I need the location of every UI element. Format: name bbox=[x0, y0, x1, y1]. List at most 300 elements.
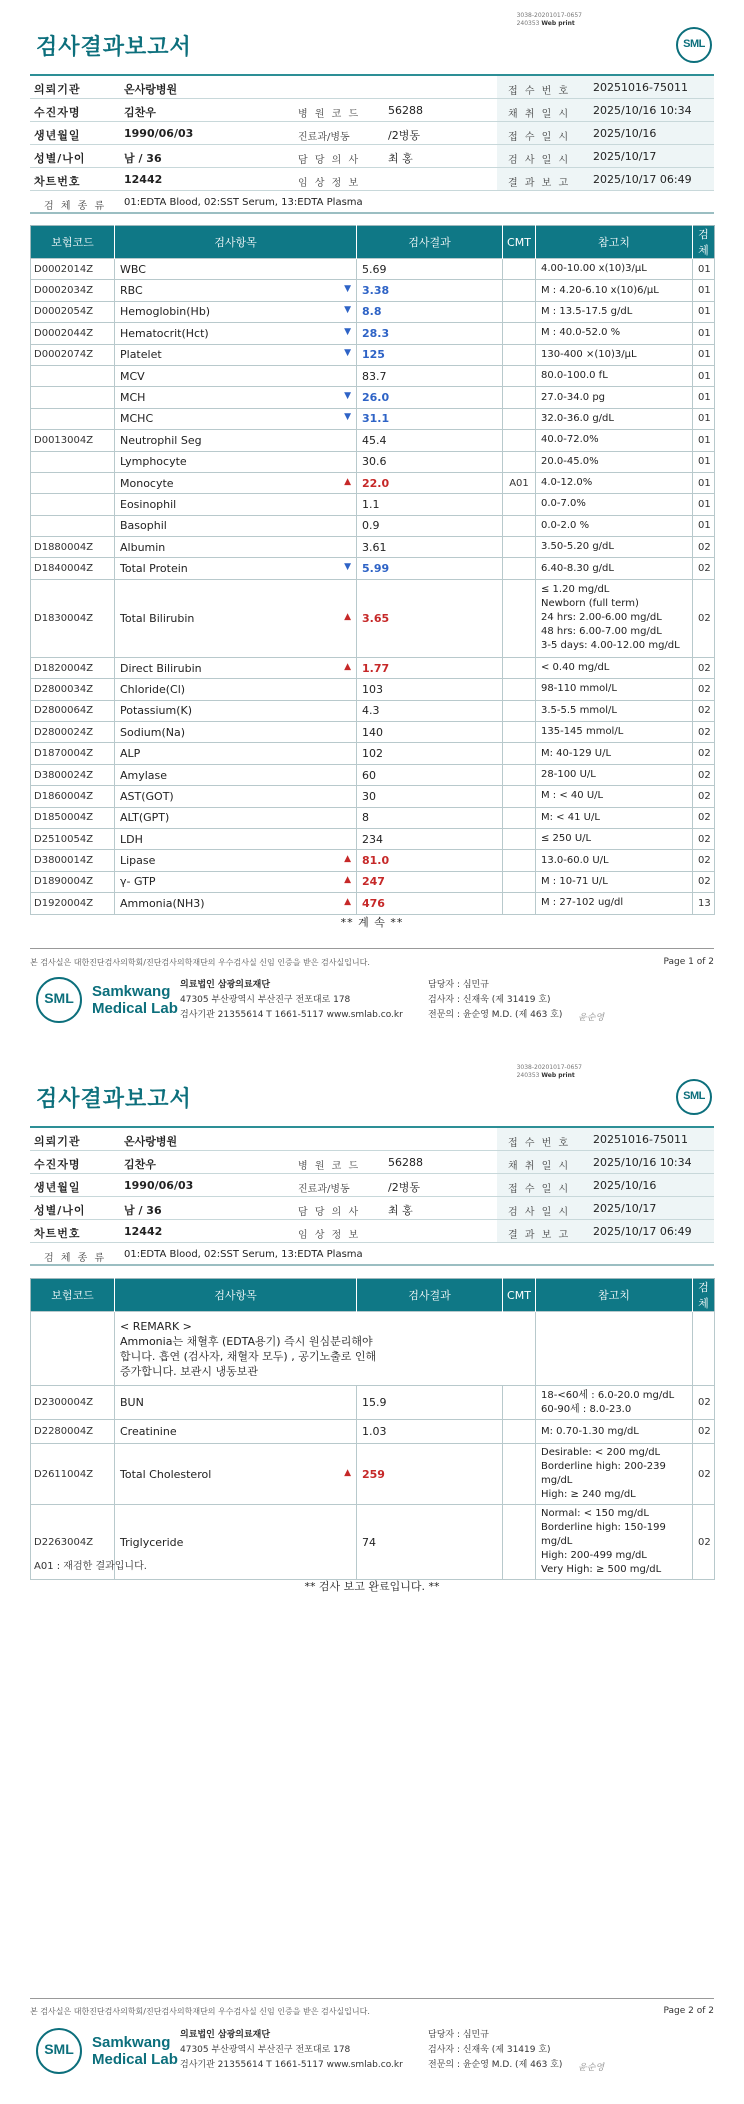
cell-cmt bbox=[503, 344, 536, 365]
sml-logo-icon: SML bbox=[36, 977, 82, 1023]
result-value: 102 bbox=[362, 747, 383, 761]
table-row bbox=[31, 893, 715, 914]
cell-reference: 135-145 mmol/L bbox=[536, 722, 693, 743]
cell-code: D2510054Z bbox=[31, 828, 115, 849]
high-flag-icon: ▲ bbox=[344, 1467, 351, 1478]
cell-specimen: 01 bbox=[693, 365, 715, 386]
cell-result bbox=[357, 722, 503, 743]
cell-specimen: 02 bbox=[693, 1444, 715, 1505]
cell-item: Platelet ▼ bbox=[115, 344, 357, 365]
cell-result bbox=[357, 430, 503, 451]
result-value: 81.0 bbox=[362, 854, 390, 868]
cell-code: D2800024Z bbox=[31, 722, 115, 743]
high-flag-icon: ▲ bbox=[344, 476, 351, 487]
cell-reference: M : 27-102 ug/dl bbox=[536, 893, 693, 914]
cell-item: MCV bbox=[115, 365, 357, 386]
hospital-code-value: 56288 bbox=[388, 104, 423, 117]
table-row bbox=[31, 679, 715, 700]
table-row bbox=[31, 579, 715, 657]
cell-item: Albumin bbox=[115, 537, 357, 558]
cell-result bbox=[357, 1444, 503, 1505]
cell-code: D1880004Z bbox=[31, 537, 115, 558]
cell-result bbox=[357, 1386, 503, 1420]
table-row bbox=[31, 700, 715, 721]
cell-specimen: 02 bbox=[693, 1505, 715, 1580]
cell-reference: 18-<60세 : 6.0-20.0 mg/dL 60-90세 : 8.0-23.0 bbox=[536, 1386, 693, 1420]
cell-code bbox=[31, 408, 115, 429]
cell-reference: 3.50-5.20 g/dL bbox=[536, 537, 693, 558]
cell-specimen: 02 bbox=[693, 850, 715, 871]
low-flag-icon: ▼ bbox=[344, 284, 351, 295]
cell-specimen: 01 bbox=[693, 408, 715, 429]
table-row bbox=[31, 301, 715, 322]
signature: 윤순영 bbox=[578, 1013, 605, 1023]
result-value: 103 bbox=[362, 682, 383, 696]
cell-cmt bbox=[503, 537, 536, 558]
cell-result bbox=[357, 850, 503, 871]
cell-code: D0002044Z bbox=[31, 323, 115, 344]
table-row bbox=[31, 1386, 715, 1420]
result-value: 125 bbox=[362, 348, 385, 362]
cell-specimen: 02 bbox=[693, 1420, 715, 1444]
cell-result bbox=[357, 1505, 503, 1580]
receipt-date-value: 2025/10/16 bbox=[593, 127, 657, 140]
continue-text: ** 계 속 ** bbox=[340, 916, 404, 929]
cell-item: MCHC ▼ bbox=[115, 408, 357, 429]
specimen-value: 01:EDTA Blood, 02:SST Serum, 13:EDTA Plasma bbox=[124, 197, 363, 208]
cell-result bbox=[357, 472, 503, 493]
cell-item: Sodium(Na) bbox=[115, 722, 357, 743]
cell-code: D3800014Z bbox=[31, 850, 115, 871]
cell-reference: M : 13.5-17.5 g/dL bbox=[536, 301, 693, 322]
cell-specimen: 02 bbox=[693, 700, 715, 721]
result-value: 1.03 bbox=[362, 1425, 387, 1438]
result-value: 3.65 bbox=[362, 611, 390, 625]
cell-reference: M: 0.70-1.30 mg/dL bbox=[536, 1420, 693, 1444]
table-row bbox=[31, 259, 715, 280]
cell-reference: M : 4.20-6.10 x(10)6/μL bbox=[536, 280, 693, 301]
table-row bbox=[31, 558, 715, 579]
cell-specimen: 02 bbox=[693, 764, 715, 785]
certification-note: 본 검사실은 대한진단검사의학회/진단검사의학재단의 우수검사실 신임 인증을 받은 검사실입니다. bbox=[30, 2007, 370, 2016]
table-row bbox=[31, 430, 715, 451]
result-value: 247 bbox=[362, 875, 385, 889]
cell-result bbox=[357, 280, 503, 301]
cell-reference: 3.5-5.5 mmol/L bbox=[536, 700, 693, 721]
cell-code: D1850004Z bbox=[31, 807, 115, 828]
cell-cmt: A01 bbox=[503, 472, 536, 493]
cell-reference: 6.40-8.30 g/dL bbox=[536, 558, 693, 579]
cell-cmt bbox=[503, 1505, 536, 1580]
cell-specimen: 01 bbox=[693, 323, 715, 344]
cell-specimen: 02 bbox=[693, 579, 715, 657]
high-flag-icon: ▲ bbox=[344, 875, 351, 886]
result-value: 259 bbox=[362, 1467, 385, 1481]
cell-cmt bbox=[503, 301, 536, 322]
col-header-item: 검사항목 bbox=[115, 226, 357, 259]
cell-code bbox=[31, 472, 115, 493]
result-value: 45.4 bbox=[362, 433, 387, 447]
table-row bbox=[31, 1420, 715, 1444]
report-page-2 bbox=[0, 1052, 744, 2104]
cell-reference: Normal: < 150 mg/dL Borderline high: 150-199 mg/dL High: 200-499 mg/dL Very High: ≥ 500 mg/dL bbox=[536, 1505, 693, 1580]
cell-code: D1890004Z bbox=[31, 871, 115, 892]
cell-cmt bbox=[503, 764, 536, 785]
cell-cmt bbox=[503, 850, 536, 871]
cell-item: MCH ▼ bbox=[115, 387, 357, 408]
cell-specimen: 02 bbox=[693, 1386, 715, 1420]
cell-result bbox=[357, 828, 503, 849]
report-complete-text: ** 검사 보고 완료입니다. ** bbox=[304, 1580, 440, 1593]
table-row bbox=[31, 365, 715, 386]
test-date-value: 2025/10/17 bbox=[593, 150, 657, 163]
cell-cmt bbox=[503, 893, 536, 914]
cell-specimen: 01 bbox=[693, 451, 715, 472]
cell-result bbox=[357, 871, 503, 892]
cell-result bbox=[357, 301, 503, 322]
result-value: 83.7 bbox=[362, 369, 387, 383]
result-value: 74 bbox=[362, 1535, 376, 1549]
table-row bbox=[31, 472, 715, 493]
cell-item: Potassium(K) bbox=[115, 700, 357, 721]
col-header-ref: 참고치 bbox=[536, 226, 693, 259]
cell-item: WBC bbox=[115, 259, 357, 280]
high-flag-icon: ▲ bbox=[344, 854, 351, 865]
cell-specimen: 01 bbox=[693, 472, 715, 493]
cell-specimen: 01 bbox=[693, 301, 715, 322]
cell-code: D0002034Z bbox=[31, 280, 115, 301]
table-row bbox=[31, 850, 715, 871]
cell-specimen: 13 bbox=[693, 893, 715, 914]
lab-address: 의료법인 삼광의료재단 47305 부산광역시 부산진구 전포대로 178 검사기관 21355614 T 1661-5117 www.smlab.co.kr bbox=[180, 980, 403, 1020]
result-value: 3.38 bbox=[362, 284, 390, 298]
cell-code: D2800064Z bbox=[31, 700, 115, 721]
result-value: 8 bbox=[362, 811, 369, 825]
cell-code: D1840004Z bbox=[31, 558, 115, 579]
low-flag-icon: ▼ bbox=[344, 412, 351, 423]
cell-cmt bbox=[503, 280, 536, 301]
cell-reference: 98-110 mmol/L bbox=[536, 679, 693, 700]
cell-code: D2300004Z bbox=[31, 1386, 115, 1420]
result-value: 22.0 bbox=[362, 476, 390, 490]
cell-reference: 4.00-10.00 x(10)3/μL bbox=[536, 259, 693, 280]
cell-cmt bbox=[503, 579, 536, 657]
cell-result bbox=[357, 451, 503, 472]
cell-code bbox=[31, 365, 115, 386]
cell-code: D0002074Z bbox=[31, 344, 115, 365]
cell-cmt bbox=[503, 515, 536, 536]
sml-logo-icon: SML bbox=[676, 1079, 712, 1115]
cell-specimen: 02 bbox=[693, 828, 715, 849]
cell-cmt bbox=[503, 828, 536, 849]
cell-cmt bbox=[503, 451, 536, 472]
table-row bbox=[31, 323, 715, 344]
cell-result bbox=[357, 365, 503, 386]
report-date-value: 2025/10/17 06:49 bbox=[593, 173, 692, 186]
cell-item: BUN bbox=[115, 1386, 357, 1420]
cell-code: D2611004Z bbox=[31, 1444, 115, 1505]
cell-reference: M : < 40 U/L bbox=[536, 786, 693, 807]
low-flag-icon: ▼ bbox=[344, 348, 351, 359]
cell-specimen: 01 bbox=[693, 515, 715, 536]
cell-item: Total Protein ▼ bbox=[115, 558, 357, 579]
cell-result bbox=[357, 679, 503, 700]
cell-cmt bbox=[503, 700, 536, 721]
cell-cmt bbox=[503, 1420, 536, 1444]
result-value: 140 bbox=[362, 725, 383, 739]
cell-cmt bbox=[503, 722, 536, 743]
cell-code: D3800024Z bbox=[31, 764, 115, 785]
result-value: 234 bbox=[362, 832, 383, 846]
remark-text: < REMARK > Ammonia는 채혈후 (EDTA용기) 즉시 원심분리해야 합니다. 흡연 (검사자, 채혈자 모두) , 공기노출로 인해 증가합니다. 보관시 냉동보관 bbox=[115, 1312, 536, 1386]
result-value: 26.0 bbox=[362, 391, 390, 405]
cell-item: AST(GOT) bbox=[115, 786, 357, 807]
cell-code: D1820004Z bbox=[31, 657, 115, 678]
cell-reference: 0.0-2.0 % bbox=[536, 515, 693, 536]
result-value: 5.99 bbox=[362, 562, 390, 576]
cell-code: D2263004Z bbox=[31, 1505, 115, 1580]
cell-result bbox=[357, 743, 503, 764]
lab-name: Samkwang Medical Lab bbox=[92, 2034, 178, 2068]
low-flag-icon: ▼ bbox=[344, 305, 351, 316]
result-value: 0.9 bbox=[362, 519, 380, 533]
cell-result bbox=[357, 323, 503, 344]
col-header-result: 검사결과 bbox=[357, 226, 503, 259]
lab-staff: 담당자 : 심민규 검사자 : 신재욱 (제 31419 호) 전문의 : 윤순영 M.D. (제 463 호) bbox=[428, 2030, 563, 2070]
patient-info-block: 의뢰기관 온사랑병원 접 수 번 호 20251016-75011 수진자명 김찬우 병 원 코 드 56288 채 취 일 시 2025/10/16 10:34 생년월일 1990/06/03 진료과/병동 /2병동 접 수 일 시 2025/10/16 성별/나이 남 / 36 담 당 의 사 최 홍 검 사 일 시 2025/10/17 차트번호 12442 임 상 정 보 결 과 보 고 2025/10/17 06:49 검 체 종 류 01:EDTA Blood, 02:SST Serum, 13:EDTA Plasma bbox=[30, 1126, 714, 1266]
cell-cmt bbox=[503, 494, 536, 515]
result-value: 60 bbox=[362, 768, 376, 782]
cell-reference: 40.0-72.0% bbox=[536, 430, 693, 451]
low-flag-icon: ▼ bbox=[344, 562, 351, 573]
cell-item: RBC ▼ bbox=[115, 280, 357, 301]
cell-item: Total Cholesterol ▲ bbox=[115, 1444, 357, 1505]
cell-specimen: 01 bbox=[693, 259, 715, 280]
table-row bbox=[31, 807, 715, 828]
cell-reference: Desirable: < 200 mg/dL Borderline high: 200-239 mg/dL High: ≥ 240 mg/dL bbox=[536, 1444, 693, 1505]
cell-specimen: 01 bbox=[693, 430, 715, 451]
lab-address: 의료법인 삼광의료재단 47305 부산광역시 부산진구 전포대로 178 검사기관 21355614 T 1661-5117 www.smlab.co.kr bbox=[180, 2030, 403, 2070]
cell-cmt bbox=[503, 786, 536, 807]
result-value: 30.6 bbox=[362, 455, 387, 469]
cell-reference: M: < 41 U/L bbox=[536, 807, 693, 828]
table-row bbox=[31, 722, 715, 743]
cell-reference: ≤ 1.20 mg/dL Newborn (full term) 24 hrs: 2.00-6.00 mg/dL 48 hrs: 6.00-7.00 mg/dL 3-5 days: 4.00-12.00 mg/dL bbox=[536, 579, 693, 657]
cell-cmt bbox=[503, 323, 536, 344]
page-number: Page 1 of 2 bbox=[663, 957, 714, 967]
cell-code bbox=[31, 451, 115, 472]
cell-reference: 4.0-12.0% bbox=[536, 472, 693, 493]
high-flag-icon: ▲ bbox=[344, 661, 351, 672]
cell-code: D1860004Z bbox=[31, 786, 115, 807]
result-value: 476 bbox=[362, 896, 385, 910]
cell-specimen: 02 bbox=[693, 657, 715, 678]
cell-reference: 80.0-100.0 fL bbox=[536, 365, 693, 386]
result-value: 31.1 bbox=[362, 412, 390, 426]
dept-value: /2병동 bbox=[388, 129, 420, 142]
print-stamp: 3038-20201017-0657 240353 Web print bbox=[516, 1064, 582, 1079]
result-value: 15.9 bbox=[362, 1396, 387, 1409]
cell-result bbox=[357, 259, 503, 280]
table-row bbox=[31, 344, 715, 365]
cell-code: D0002054Z bbox=[31, 301, 115, 322]
cell-item: Hemoglobin(Hb) ▼ bbox=[115, 301, 357, 322]
cell-code: D2280004Z bbox=[31, 1420, 115, 1444]
page-title: 검사결과보고서 bbox=[36, 35, 192, 60]
cell-item: Total Bilirubin ▲ bbox=[115, 579, 357, 657]
result-value: 5.69 bbox=[362, 262, 387, 276]
cell-item: ALT(GPT) bbox=[115, 807, 357, 828]
cell-item: ALP bbox=[115, 743, 357, 764]
cell-specimen: 02 bbox=[693, 743, 715, 764]
cell-item: Monocyte ▲ bbox=[115, 472, 357, 493]
cell-result bbox=[357, 579, 503, 657]
cell-specimen: 02 bbox=[693, 722, 715, 743]
table-row bbox=[31, 408, 715, 429]
table-row bbox=[31, 537, 715, 558]
cell-result bbox=[357, 786, 503, 807]
cell-code bbox=[31, 494, 115, 515]
lab-name: Samkwang Medical Lab bbox=[92, 983, 178, 1017]
cell-specimen: 02 bbox=[693, 786, 715, 807]
cell-specimen: 01 bbox=[693, 344, 715, 365]
cell-item: Direct Bilirubin ▲ bbox=[115, 657, 357, 678]
low-flag-icon: ▼ bbox=[344, 391, 351, 402]
cell-specimen: 01 bbox=[693, 387, 715, 408]
table-row bbox=[31, 451, 715, 472]
cell-result bbox=[357, 494, 503, 515]
cell-item: LDH bbox=[115, 828, 357, 849]
cell-cmt bbox=[503, 657, 536, 678]
cell-result bbox=[357, 408, 503, 429]
lab-staff: 담당자 : 심민규 검사자 : 신재욱 (제 31419 호) 전문의 : 윤순영 M.D. (제 463 호) bbox=[428, 980, 563, 1020]
signature: 윤순영 bbox=[578, 2063, 605, 2073]
institution-value: 온사랑병원 bbox=[124, 83, 178, 96]
col-header-code: 보험코드 bbox=[31, 226, 115, 259]
cell-result bbox=[357, 387, 503, 408]
table-row bbox=[31, 280, 715, 301]
cell-cmt bbox=[503, 871, 536, 892]
cell-item: Eosinophil bbox=[115, 494, 357, 515]
doctor-value: 최 홍 bbox=[388, 152, 413, 165]
cell-specimen: 02 bbox=[693, 807, 715, 828]
page-number: Page 2 of 2 bbox=[663, 2006, 714, 2016]
sex-age-value: 남 / 36 bbox=[124, 152, 162, 165]
cell-item: Chloride(Cl) bbox=[115, 679, 357, 700]
result-value: 8.8 bbox=[362, 305, 382, 319]
table-row bbox=[31, 494, 715, 515]
cell-reference: M : 40.0-52.0 % bbox=[536, 323, 693, 344]
cell-cmt bbox=[503, 679, 536, 700]
cell-code: D0002014Z bbox=[31, 259, 115, 280]
table-row bbox=[31, 515, 715, 536]
cell-result bbox=[357, 537, 503, 558]
low-flag-icon: ▼ bbox=[344, 326, 351, 337]
table-row bbox=[31, 786, 715, 807]
certification-note: 본 검사실은 대한진단검사의학회/진단검사의학재단의 우수검사실 신임 인증을 받은 검사실입니다. bbox=[30, 958, 370, 967]
remark-row bbox=[31, 1312, 715, 1386]
result-value: 1.77 bbox=[362, 661, 390, 675]
cell-reference: 20.0-45.0% bbox=[536, 451, 693, 472]
dob-value: 1990/06/03 bbox=[124, 127, 194, 140]
result-value: 28.3 bbox=[362, 326, 390, 340]
cell-specimen: 02 bbox=[693, 558, 715, 579]
cell-code: D1870004Z bbox=[31, 743, 115, 764]
cell-result bbox=[357, 893, 503, 914]
cell-reference: ≤ 250 U/L bbox=[536, 828, 693, 849]
cell-cmt bbox=[503, 743, 536, 764]
cell-reference: < 0.40 mg/dL bbox=[536, 657, 693, 678]
cell-cmt bbox=[503, 558, 536, 579]
table-row bbox=[31, 1444, 715, 1505]
cell-item: Basophil bbox=[115, 515, 357, 536]
cell-cmt bbox=[503, 259, 536, 280]
cell-code: D1920004Z bbox=[31, 893, 115, 914]
cell-result bbox=[357, 807, 503, 828]
page-title: 검사결과보고서 bbox=[36, 1087, 192, 1112]
cell-cmt bbox=[503, 408, 536, 429]
cell-reference: 0.0-7.0% bbox=[536, 494, 693, 515]
cell-reference: 27.0-34.0 pg bbox=[536, 387, 693, 408]
col-header-specimen: 검체 bbox=[693, 226, 715, 259]
cell-item: Ammonia(NH3) ▲ bbox=[115, 893, 357, 914]
cell-reference: 32.0-36.0 g/dL bbox=[536, 408, 693, 429]
receipt-no-value: 20251016-75011 bbox=[593, 81, 688, 94]
patient-name-value: 김찬우 bbox=[124, 106, 156, 119]
cell-result bbox=[357, 1420, 503, 1444]
cell-item: Lymphocyte bbox=[115, 451, 357, 472]
cell-cmt bbox=[503, 807, 536, 828]
cell-code bbox=[31, 387, 115, 408]
cell-result bbox=[357, 344, 503, 365]
cell-cmt bbox=[503, 387, 536, 408]
sml-logo-icon: SML bbox=[676, 27, 712, 63]
cell-code bbox=[31, 515, 115, 536]
cell-specimen: 01 bbox=[693, 280, 715, 301]
cell-item: Creatinine bbox=[115, 1420, 357, 1444]
sml-logo-icon: SML bbox=[36, 2028, 82, 2074]
a01-note: A01 : 재검한 결과입니다. bbox=[34, 1561, 147, 1572]
cell-result bbox=[357, 764, 503, 785]
high-flag-icon: ▲ bbox=[344, 611, 351, 622]
cell-item: Neutrophil Seg bbox=[115, 430, 357, 451]
table-row bbox=[31, 871, 715, 892]
table-row bbox=[31, 828, 715, 849]
cell-code: D2800034Z bbox=[31, 679, 115, 700]
cell-item: Amylase bbox=[115, 764, 357, 785]
cell-reference: 28-100 U/L bbox=[536, 764, 693, 785]
cell-code: D0013004Z bbox=[31, 430, 115, 451]
cell-result bbox=[357, 700, 503, 721]
cell-result bbox=[357, 657, 503, 678]
cell-result bbox=[357, 558, 503, 579]
result-value: 30 bbox=[362, 789, 376, 803]
cell-cmt bbox=[503, 365, 536, 386]
cell-reference: M : 10-71 U/L bbox=[536, 871, 693, 892]
patient-info-block: 의뢰기관 온사랑병원 접 수 번 호 20251016-75011 수진자명 김찬우 병 원 코 드 56288 채 취 일 시 2025/10/16 10:34 생년월일 1990/06/03 진료과/병동 /2병동 접 수 일 시 2025/10/16 성별/나이 남 / 36 담 당 의 사 최 홍 검 사 일 시 2025/10/17 차트번호 12442 임 상 정 보 결 과 보 고 2025/10/17 06:49 검 체 종 류 01:EDTA Blood, 02:SST Serum, 13:EDTA Plasma bbox=[30, 74, 714, 214]
cell-code: D1830004Z bbox=[31, 579, 115, 657]
cell-specimen: 02 bbox=[693, 871, 715, 892]
table-row bbox=[31, 743, 715, 764]
cell-reference: 130-400 ×(10)3/μL bbox=[536, 344, 693, 365]
print-stamp: 3038-20201017-0657 240353 Web print bbox=[516, 12, 582, 27]
cell-reference: M: 40-129 U/L bbox=[536, 743, 693, 764]
col-header-cmt: CMT bbox=[503, 226, 536, 259]
cell-item: Triglyceride bbox=[115, 1505, 357, 1580]
cell-reference: 13.0-60.0 U/L bbox=[536, 850, 693, 871]
cell-specimen: 01 bbox=[693, 494, 715, 515]
result-value: 1.1 bbox=[362, 497, 380, 511]
